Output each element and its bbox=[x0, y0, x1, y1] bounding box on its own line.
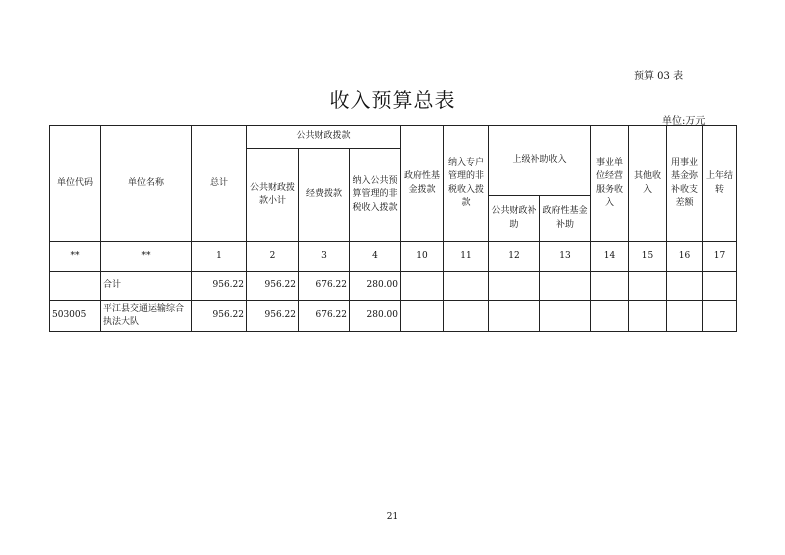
empty-cell bbox=[591, 301, 629, 332]
index-cell: 16 bbox=[667, 242, 703, 272]
pf-subtotal-cell: 956.22 bbox=[247, 301, 299, 332]
col-public-finance: 公共财政拨款 bbox=[247, 126, 401, 149]
table-row bbox=[50, 301, 737, 332]
income-budget-table bbox=[49, 125, 737, 332]
index-cell: 4 bbox=[350, 242, 401, 272]
empty-cell bbox=[629, 272, 667, 301]
total-cell: 956.22 bbox=[192, 272, 247, 301]
index-cell: 15 bbox=[629, 242, 667, 272]
col-gov-fund: 政府性基金拨款 bbox=[401, 126, 444, 242]
index-cell: 11 bbox=[444, 242, 489, 272]
empty-cell bbox=[489, 301, 540, 332]
operating-cell: 676.22 bbox=[299, 301, 350, 332]
col-total: 总计 bbox=[192, 126, 247, 242]
header-row-1 bbox=[50, 126, 737, 149]
empty-cell bbox=[667, 272, 703, 301]
empty-cell bbox=[401, 272, 444, 301]
col-pf-subtotal: 公共财政拨款小计 bbox=[247, 149, 299, 242]
operating-cell: 676.22 bbox=[299, 272, 350, 301]
index-cell: 13 bbox=[540, 242, 591, 272]
non-tax-cell: 280.00 bbox=[350, 272, 401, 301]
col-superior-subsidy: 上级补助收入 bbox=[489, 126, 591, 196]
empty-cell bbox=[703, 272, 737, 301]
col-non-tax-public: 纳入公共预算管理的非税收入拨款 bbox=[350, 149, 401, 242]
index-cell: 10 bbox=[401, 242, 444, 272]
index-cell: ** bbox=[50, 242, 101, 272]
col-non-tax-special: 纳入专户管理的非税收入拨款 bbox=[444, 126, 489, 242]
table-row bbox=[50, 272, 737, 301]
index-cell: 12 bbox=[489, 242, 540, 272]
col-unit-code: 单位代码 bbox=[50, 126, 101, 242]
empty-cell bbox=[591, 272, 629, 301]
total-cell: 956.22 bbox=[192, 301, 247, 332]
pf-subtotal-cell: 956.22 bbox=[247, 272, 299, 301]
empty-cell bbox=[540, 272, 591, 301]
unit-name-cell: 平江县交通运输综合执法大队 bbox=[101, 301, 192, 332]
form-code: 预算 03 表 bbox=[634, 71, 684, 82]
unit-label: 单位:万元 bbox=[662, 116, 706, 127]
empty-cell bbox=[444, 272, 489, 301]
index-cell: ** bbox=[101, 242, 192, 272]
empty-cell bbox=[540, 301, 591, 332]
empty-cell bbox=[444, 301, 489, 332]
page-title: 收入预算总表 bbox=[329, 88, 456, 112]
empty-cell bbox=[401, 301, 444, 332]
empty-cell bbox=[629, 301, 667, 332]
unit-name-cell: 合计 bbox=[101, 272, 192, 301]
col-sub-public: 公共财政补助 bbox=[489, 196, 540, 242]
col-other-income: 其他收入 bbox=[629, 126, 667, 242]
page-number: 21 bbox=[386, 512, 399, 522]
empty-cell bbox=[667, 301, 703, 332]
empty-cell bbox=[703, 301, 737, 332]
index-cell: 1 bbox=[192, 242, 247, 272]
index-cell: 2 bbox=[247, 242, 299, 272]
index-row bbox=[50, 242, 737, 272]
col-operating-funds: 经费拨款 bbox=[299, 149, 350, 242]
col-unit-name: 单位名称 bbox=[101, 126, 192, 242]
col-business-income: 事业单位经营服务收入 bbox=[591, 126, 629, 242]
empty-cell bbox=[489, 272, 540, 301]
unit-code-cell: 503005 bbox=[50, 301, 101, 332]
col-fund-cover: 用事业基金弥补收支差额 bbox=[667, 126, 703, 242]
index-cell: 14 bbox=[591, 242, 629, 272]
index-cell: 17 bbox=[703, 242, 737, 272]
non-tax-cell: 280.00 bbox=[350, 301, 401, 332]
index-cell: 3 bbox=[299, 242, 350, 272]
col-carryover: 上年结转 bbox=[703, 126, 737, 242]
col-sub-gov-fund: 政府性基金补助 bbox=[540, 196, 591, 242]
unit-code-cell bbox=[50, 272, 101, 301]
